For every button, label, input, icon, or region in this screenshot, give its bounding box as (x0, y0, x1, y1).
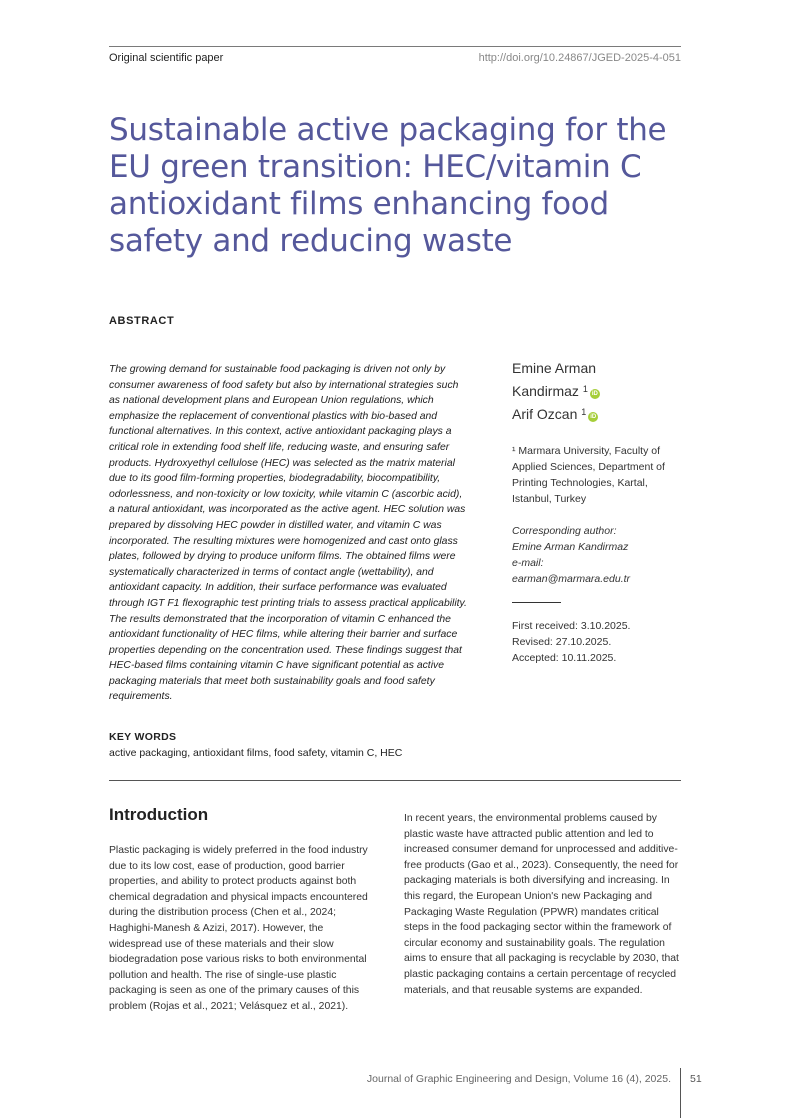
footer-journal-citation: Journal of Graphic Engineering and Design, Volume 16 (4), 2025. (366, 1073, 671, 1085)
email-link[interactable]: earman@marmara.edu.tr (512, 573, 631, 585)
date-received: First received: 3.10.2025. (512, 620, 631, 632)
corresponding-author (512, 523, 682, 587)
introduction-heading: Introduction (109, 805, 209, 824)
introduction-column-2: In recent years, the environmental problems caused by plastic waste have attracted public attention and led to increased consumer demand for unprocessed and additive-free products (Gao et al., 2023). Consequently, the need for packaging materials is both diversifying and increasing. In this regard, the European Union's new Packaging and Packaging Waste Regulation (PPWR) mandates critical steps in the food packaging sector within the framework of circular economy and sustainability goals. The regulation aims to ensure that all packaging is recyclable by 2030, that plastic packaging contains a certain percentage of recycled materials, and that reusable systems are expanded. (404, 813, 679, 996)
keywords-text: active packaging, antioxidant films, food safety, vitamin C, HEC (109, 747, 403, 759)
footer-divider (680, 1068, 681, 1118)
author-affiliation-marker: 1 (581, 407, 587, 417)
dates-divider (512, 602, 561, 603)
doi-link[interactable]: http://doi.org/10.24867/JGED-2025-4-051 (478, 52, 681, 64)
date-revised: Revised: 27.10.2025. (512, 636, 612, 648)
author-affiliation: ¹ Marmara University, Faculty of Applied Sciences, Department of Printing Technologies, Kartal, Istanbul, Turkey (512, 445, 665, 505)
page-number: 51 (690, 1073, 702, 1085)
abstract-heading: ABSTRACT (109, 315, 175, 327)
date-accepted: Accepted: 10.11.2025. (512, 652, 617, 664)
submission-dates (512, 618, 682, 666)
author-name-line2: Kandirmaz $^1$ iD (512, 383, 598, 399)
author-name-line1: Emine Arman (512, 360, 597, 376)
header-divider (109, 46, 681, 47)
paper-title: Sustainable active packaging for the EU green transition: HEC/vitamin C antioxidant films enhancing food safety and reducing waste (109, 112, 667, 259)
author-name-line3: Arif Ozcan $^1$ iD (512, 406, 597, 422)
introduction-column-1: Plastic packaging is widely preferred in the food industry due to its low cost, ease of production, good barrier properties, and ability to protect products against both chemical degradation and physical impacts encountered during the distribution process (Chen et al., 2024; Haghighi-Manesh & Azizi, 2017). However, the widespread use of these materials and their slow biodegradation pose various risks to both environmental pollution and health. The rise of single-use plastic packaging is seen as one of the primary causes of this problem (Rojas et al., 2021; Velásquez et al., 2021). (109, 845, 368, 1012)
author-list (512, 358, 682, 425)
paper-type: Original scientific paper (109, 52, 224, 64)
corresponding-name: Emine Arman Kandirmaz (512, 541, 629, 553)
keywords-heading: KEY WORDS (109, 731, 177, 743)
abstract-text: The growing demand for sustainable food packaging is driven not only by consumer awareness of food safety but also by international strategies such as national development plans and European Union regulations, which emphasize the replacement of conventional plastics with bio-based and functional alternatives. In this context, active antioxidant packaging plays a critical role in extending food shelf life, reducing waste, and ensuring safer products. Hydroxyethyl cellulose (HEC) was selected as the matrix material due to its good film-forming properties, biodegradability, biocompatibility, odorlessness, and non-toxicity or low toxicity, while vitamin C (ascorbic acid), a natural antioxidant, was incorporated as the active agent. HEC solution was prepared by dissolving HEC powder in distilled water, and vitamin C was incorporated. The resulting mixtures were homogenized and cast onto glass plates, followed by drying to produce uniform films. The obtained films were systematically characterized in terms of contact angle (wettability), and antioxidant capacity. In addition, their surface performance was evaluated through IGT F1 flexographic test printing trials to assess practical applicability. The results demonstrated that the incorporation of vitamin C enhanced the antioxidant functionality of HEC films, while altering their barrier and surface properties depending on the concentration used. These findings suggest that HEC-based films containing vitamin C have significant potential as active packaging materials that meet both sustainability goals and food safety requirements. (109, 364, 467, 703)
corresponding-label: Corresponding author: (512, 525, 617, 537)
section-divider (109, 780, 681, 781)
orcid-icon[interactable]: iD (591, 391, 598, 397)
orcid-icon[interactable]: iD (590, 414, 597, 420)
author-affiliation-marker: 1 (582, 384, 588, 394)
email-label: e-mail: (512, 557, 544, 569)
